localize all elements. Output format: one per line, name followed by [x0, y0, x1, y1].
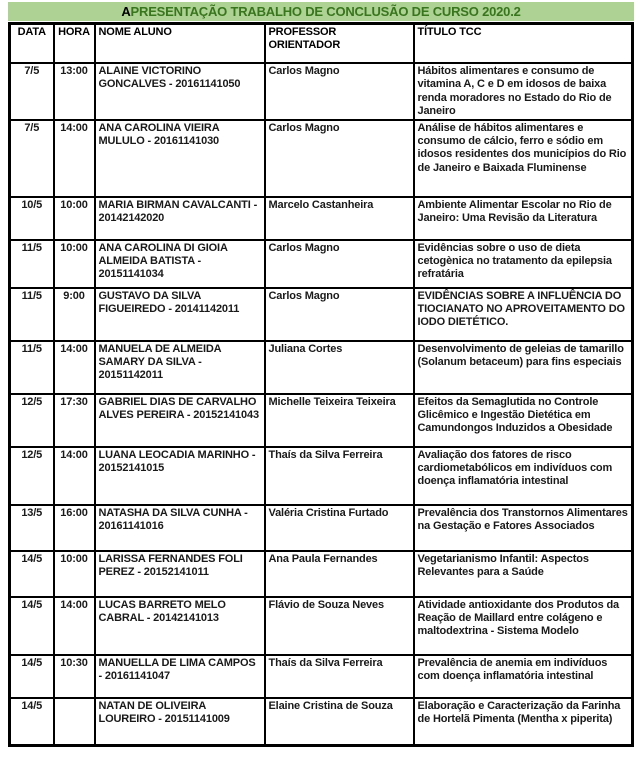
- cell-hora: 14:00: [54, 120, 95, 197]
- cell-hora: 10:00: [54, 197, 95, 240]
- cell-professor-orientador: Carlos Magno: [265, 120, 414, 197]
- cell-data: 7/5: [10, 63, 54, 120]
- table-row: [10, 597, 633, 655]
- table-row: [10, 551, 633, 597]
- cell-titulo-tcc: Vegetarianismo Infantil: Aspectos Relevantes para a Saúde: [414, 551, 633, 597]
- cell-professor-orientador: Carlos Magno: [265, 240, 414, 288]
- cell-nome-aluno: NATAN DE OLIVEIRA LOUREIRO - 20151141009: [95, 698, 265, 746]
- cell-hora: 10:00: [54, 551, 95, 597]
- table-row: [10, 655, 633, 698]
- cell-hora: 9:00: [54, 288, 95, 341]
- cell-data: 14/5: [10, 698, 54, 746]
- cell-data: 14/5: [10, 597, 54, 655]
- cell-data: 11/5: [10, 288, 54, 341]
- table-row: [10, 447, 633, 505]
- cell-titulo-tcc: Elaboração e Caracterização da Farinha de Hortelã Pimenta (Mentha x piperita): [414, 698, 633, 746]
- cell-nome-aluno: LUANA LEOCADIA MARINHO - 20152141015: [95, 447, 265, 505]
- cell-data: 10/5: [10, 197, 54, 240]
- cell-nome-aluno: ANA CAROLINA VIEIRA MULULO - 20161141030: [95, 120, 265, 197]
- cell-hora: 14:00: [54, 341, 95, 394]
- cell-data: 12/5: [10, 394, 54, 447]
- cell-nome-aluno: MARIA BIRMAN CAVALCANTI - 20142142020: [95, 197, 265, 240]
- cell-titulo-tcc: Avaliação dos fatores de risco cardiometabólicos em indivíduos com doença inflamatória intestinal: [414, 447, 633, 505]
- table-row: [10, 240, 633, 288]
- cell-titulo-tcc: Análise de hábitos alimentares e consumo de cálcio, ferro e sódio em idosos residentes dos municípios do Rio de Janeiro e Baixada Fluminense: [414, 120, 633, 197]
- cell-titulo-tcc: Prevalência dos Transtornos Alimentares na Gestação e Fatores Associados: [414, 505, 633, 551]
- cell-titulo-tcc: Hábitos alimentares e consumo de vitamina A, C e D em idosos de baixa renda moradores no Estado do Rio de Janeiro: [414, 63, 633, 120]
- cell-data: 11/5: [10, 341, 54, 394]
- cell-professor-orientador: Marcelo Castanheira: [265, 197, 414, 240]
- cell-nome-aluno: GUSTAVO DA SILVA FIGUEIREDO - 20141142011: [95, 288, 265, 341]
- cell-hora: 13:00: [54, 63, 95, 120]
- cell-data: 7/5: [10, 120, 54, 197]
- col-header-data: DATA: [10, 24, 54, 64]
- cell-hora: 10:30: [54, 655, 95, 698]
- cell-nome-aluno: NATASHA DA SILVA CUNHA - 20161141016: [95, 505, 265, 551]
- col-header-nome-aluno: NOME ALUNO: [95, 24, 265, 64]
- cell-professor-orientador: Flávio de Souza Neves: [265, 597, 414, 655]
- table-row: [10, 341, 633, 394]
- table-header: [10, 24, 633, 64]
- page-title: [121, 4, 520, 19]
- cell-titulo-tcc: Evidências sobre o uso de dieta cetogènica no tratamento da epilepsia refratária: [414, 240, 633, 288]
- cell-nome-aluno: MANUELA DE ALMEIDA SAMARY DA SILVA - 20151142011: [95, 341, 265, 394]
- cell-nome-aluno: MANUELLA DE LIMA CAMPOS - 20161141047: [95, 655, 265, 698]
- cell-professor-orientador: Thaís da Silva Ferreira: [265, 447, 414, 505]
- cell-professor-orientador: Valéria Cristina Furtado: [265, 505, 414, 551]
- cell-professor-orientador: Carlos Magno: [265, 288, 414, 341]
- presentation-schedule-table: [8, 22, 634, 747]
- table-row: [10, 505, 633, 551]
- table-row: [10, 197, 633, 240]
- cell-titulo-tcc: Ambiente Alimentar Escolar no Rio de Janeiro: Uma Revisão da Literatura: [414, 197, 633, 240]
- cell-nome-aluno: GABRIEL DIAS DE CARVALHO ALVES PEREIRA - 20152141043: [95, 394, 265, 447]
- col-header-titulo-tcc: TÍTULO TCC: [414, 24, 633, 64]
- table-row: [10, 698, 633, 746]
- cell-hora: 14:00: [54, 447, 95, 505]
- cell-data: 12/5: [10, 447, 54, 505]
- cell-hora: 17:30: [54, 394, 95, 447]
- col-header-professor-orientador: PROFESSOR ORIENTADOR: [265, 24, 414, 64]
- cell-hora: 16:00: [54, 505, 95, 551]
- cell-nome-aluno: LARISSA FERNANDES FOLI PEREZ - 20152141011: [95, 551, 265, 597]
- cell-professor-orientador: Michelle Teixeira Teixeira: [265, 394, 414, 447]
- cell-hora: [54, 698, 95, 746]
- cell-professor-orientador: Carlos Magno: [265, 63, 414, 120]
- cell-nome-aluno: LUCAS BARRETO MELO CABRAL - 20142141013: [95, 597, 265, 655]
- cell-nome-aluno: ANA CAROLINA DI GIOIA ALMEIDA BATISTA - 20151141034: [95, 240, 265, 288]
- cell-professor-orientador: Ana Paula Fernandes: [265, 551, 414, 597]
- page-title-first-letter: A: [121, 4, 131, 19]
- header-row: [10, 24, 633, 64]
- cell-data: 13/5: [10, 505, 54, 551]
- cell-titulo-tcc: Prevalência de anemia em indivíduos com doença inflamatória intestinal: [414, 655, 633, 698]
- cell-titulo-tcc: Desenvolvimento de geleias de tamarillo (Solanum betaceum) para fins especiais: [414, 341, 633, 394]
- cell-nome-aluno: ALAINE VICTORINO GONCALVES - 20161141050: [95, 63, 265, 120]
- cell-titulo-tcc: EVIDÊNCIAS SOBRE A INFLUÊNCIA DO TIOCIANATO NO APROVEITAMENTO DO IODO DIETÉTICO.: [414, 288, 633, 341]
- cell-hora: 10:00: [54, 240, 95, 288]
- title-bar: [8, 2, 634, 21]
- cell-data: 14/5: [10, 655, 54, 698]
- cell-data: 11/5: [10, 240, 54, 288]
- cell-titulo-tcc: Atividade antioxidante dos Produtos da Reação de Maillard entre colágeno e maltodextrina - Sistema Modelo: [414, 597, 633, 655]
- cell-professor-orientador: Elaine Cristina de Souza: [265, 698, 414, 746]
- cell-hora: 14:00: [54, 597, 95, 655]
- table-body: [10, 63, 633, 746]
- table-row: [10, 63, 633, 120]
- table-row: [10, 394, 633, 447]
- cell-professor-orientador: Thaís da Silva Ferreira: [265, 655, 414, 698]
- cell-data: 14/5: [10, 551, 54, 597]
- cell-titulo-tcc: Efeitos da Semaglutida no Controle Glicêmico e Ingestão Dietética em Camundongos Induzidos a Obesidade: [414, 394, 633, 447]
- cell-professor-orientador: Juliana Cortes: [265, 341, 414, 394]
- table-row: [10, 120, 633, 197]
- col-header-hora: HORA: [54, 24, 95, 64]
- page-title-rest: PRESENTAÇÃO TRABALHO DE CONCLUSÃO DE CURSO 2020.2: [130, 4, 521, 19]
- table-row: [10, 288, 633, 341]
